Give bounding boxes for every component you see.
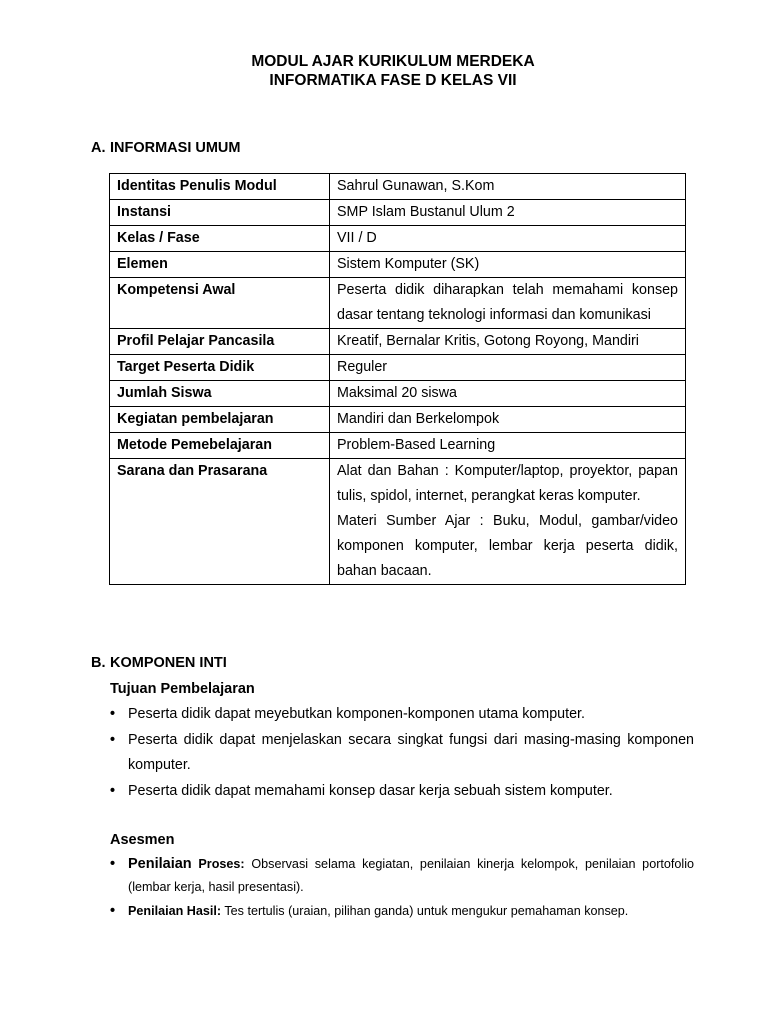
- bullet-icon: •: [110, 856, 116, 872]
- asesmen-list: [110, 853, 694, 924]
- bullet-icon: •: [110, 783, 116, 799]
- row-value-line: Sistem Komputer (SK): [337, 256, 480, 272]
- row-label: Metode Pemebelajaran: [110, 433, 330, 459]
- row-value-line: VII / D: [337, 230, 377, 246]
- bullet-icon: •: [110, 732, 116, 748]
- asesmen-heading: Asesmen: [110, 832, 175, 848]
- row-value: [330, 433, 686, 459]
- row-value: [330, 407, 686, 433]
- table-row: [110, 355, 686, 381]
- row-value: [330, 174, 686, 200]
- table-row: [110, 252, 686, 278]
- list-item: • Penilaian Proses: Observasi selama kegiatan, penilaian kinerja kelompok, penilaian portofolio (lembar kerja, hasil presentasi).: [110, 853, 694, 899]
- table-row: [110, 226, 686, 252]
- row-label: Sarana dan Prasarana: [110, 459, 330, 585]
- row-value: [330, 329, 686, 355]
- row-value: [330, 252, 686, 278]
- section-b-letter: B.: [91, 655, 106, 671]
- section-a-letter: A.: [91, 140, 106, 156]
- list-item: • Peserta didik dapat memahami konsep dasar kerja sebuah sistem komputer.: [110, 779, 694, 804]
- tujuan-heading: Tujuan Pembelajaran: [110, 681, 255, 697]
- section-b-title: KOMPONEN INTI: [110, 655, 227, 671]
- section-a-heading: [91, 140, 241, 156]
- list-item: • Penilaian Hasil: Tes tertulis (uraian, pilihan ganda) untuk mengukur pemahaman konsep.: [110, 900, 694, 923]
- title-line-2: INFORMATIKA FASE D KELAS VII: [269, 72, 517, 89]
- row-value: [330, 200, 686, 226]
- row-value-line: Sahrul Gunawan, S.Kom: [337, 178, 495, 194]
- table-row: [110, 174, 686, 200]
- row-value-line: Reguler: [337, 359, 388, 375]
- row-label: Instansi: [110, 200, 330, 226]
- row-value: [330, 226, 686, 252]
- row-label: Profil Pelajar Pancasila: [110, 329, 330, 355]
- table-row: [110, 278, 686, 329]
- row-label: Identitas Penulis Modul: [110, 174, 330, 200]
- row-label: Kelas / Fase: [110, 226, 330, 252]
- tujuan-list: [110, 702, 694, 805]
- title-line-1: MODUL AJAR KURIKULUM MERDEKA: [251, 53, 535, 70]
- bullet-icon: •: [110, 903, 116, 919]
- row-value-line: Maksimal 20 siswa: [337, 385, 457, 401]
- row-label: Kompetensi Awal: [110, 278, 330, 329]
- info-table: [109, 173, 686, 585]
- row-label: Kegiatan pembelajaran: [110, 407, 330, 433]
- row-label: Jumlah Siswa: [110, 381, 330, 407]
- row-value-line: Peserta didik diharapkan telah memahami konsep dasar tentang teknologi informasi dan komunikasi: [337, 282, 678, 323]
- table-row: [110, 200, 686, 226]
- document-title: [0, 52, 768, 90]
- row-value-line: Mandiri dan Berkelompok: [337, 411, 500, 427]
- row-value-line: Materi Sumber Ajar : Buku, Modul, gambar/video komponen komputer, lembar kerja peserta didik, bahan bacaan.: [337, 513, 678, 579]
- table-row: [110, 407, 686, 433]
- table-row: [110, 329, 686, 355]
- list-item: • Peserta didik dapat meyebutkan komponen-komponen utama komputer.: [110, 702, 694, 727]
- section-a-title: INFORMASI UMUM: [110, 140, 241, 156]
- row-label: Target Peserta Didik: [110, 355, 330, 381]
- table-row: [110, 381, 686, 407]
- asesmen-label-small: Penilaian Hasil:: [128, 904, 222, 918]
- row-value: [330, 355, 686, 381]
- asesmen-label-big: Penilaian: [128, 856, 192, 872]
- row-value-line: Problem-Based Learning: [337, 437, 496, 453]
- list-item: • Peserta didik dapat menjelaskan secara singkat fungsi dari masing-masing komponen komputer.: [110, 728, 694, 778]
- row-label: Elemen: [110, 252, 330, 278]
- asesmen-label-small: Proses:: [198, 857, 245, 871]
- table-row: [110, 459, 686, 585]
- row-value: [330, 278, 686, 329]
- table-row: [110, 433, 686, 459]
- row-value-line: Kreatif, Bernalar Kritis, Gotong Royong, Mandiri: [337, 333, 639, 349]
- bullet-icon: •: [110, 706, 116, 722]
- row-value-line: Alat dan Bahan : Komputer/laptop, proyektor, papan tulis, spidol, internet, perangkat keras komputer.: [337, 463, 678, 504]
- row-value: [330, 381, 686, 407]
- section-b-heading: [91, 655, 227, 671]
- row-value-line: SMP Islam Bustanul Ulum 2: [337, 204, 515, 220]
- row-value: [330, 459, 686, 585]
